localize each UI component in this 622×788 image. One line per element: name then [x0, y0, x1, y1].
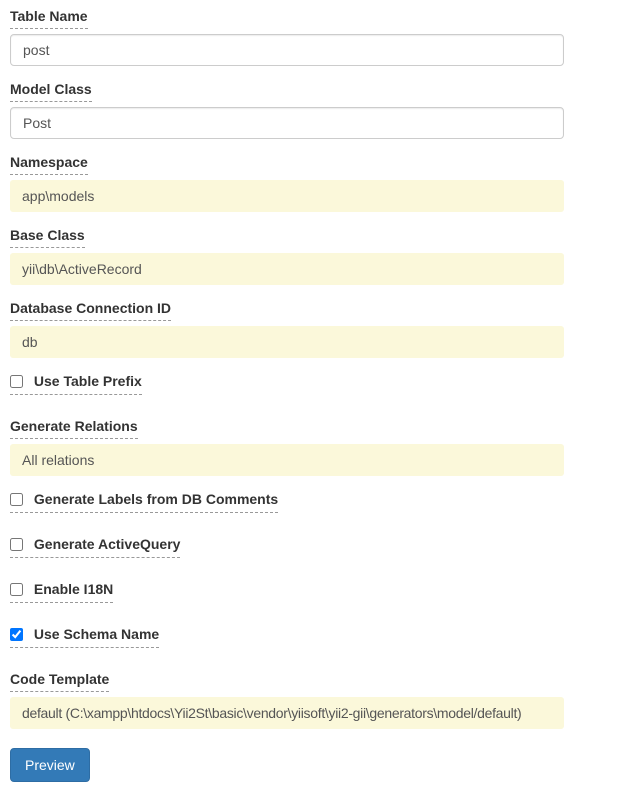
- form-group-use-table-prefix: [10, 373, 612, 395]
- generate-labels-label[interactable]: [10, 491, 278, 513]
- form-group-enable-i18n: [10, 581, 612, 603]
- namespace-sticky-field[interactable]: app\models: [10, 180, 564, 212]
- form-group-base-class: [10, 227, 612, 285]
- table-name-label[interactable]: Table Name: [10, 8, 88, 29]
- form-group-namespace: [10, 154, 612, 212]
- model-class-label[interactable]: Model Class: [10, 81, 92, 102]
- db-connection-id-sticky-field[interactable]: db: [10, 326, 564, 358]
- table-name-input[interactable]: [10, 34, 564, 66]
- form-group-use-schema-name: [10, 626, 612, 648]
- enable-i18n-label-text: Enable I18N: [33, 581, 114, 597]
- namespace-label[interactable]: Namespace: [10, 154, 88, 175]
- enable-i18n-label[interactable]: [10, 581, 113, 603]
- form-group-generate-relations: [10, 418, 612, 476]
- form-group-table-name: [10, 8, 612, 66]
- base-class-label[interactable]: Base Class: [10, 227, 85, 248]
- generate-active-query-checkbox[interactable]: [10, 538, 23, 551]
- generate-relations-label[interactable]: Generate Relations: [10, 418, 138, 439]
- form-group-model-class: [10, 81, 612, 139]
- form-group-generate-active-query: [10, 536, 612, 558]
- code-template-sticky-field[interactable]: default (C:\xampp\htdocs\Yii2St\basic\vendor\yiisoft\yii2-gii\generators\model/default): [10, 697, 564, 729]
- generate-labels-label-text: Generate Labels from DB Comments: [33, 491, 279, 507]
- model-class-input[interactable]: [10, 107, 564, 139]
- use-schema-name-label-text: Use Schema Name: [33, 626, 160, 642]
- generate-active-query-label[interactable]: [10, 536, 180, 558]
- use-schema-name-checkbox[interactable]: [10, 628, 23, 641]
- preview-button[interactable]: Preview: [10, 748, 90, 782]
- form-group-generate-labels: [10, 491, 612, 513]
- use-table-prefix-checkbox[interactable]: [10, 375, 23, 388]
- use-table-prefix-label[interactable]: [10, 373, 142, 395]
- use-table-prefix-label-text: Use Table Prefix: [33, 373, 142, 389]
- code-template-label[interactable]: Code Template: [10, 671, 109, 692]
- form-group-db-connection-id: [10, 300, 612, 358]
- use-schema-name-label[interactable]: [10, 626, 159, 648]
- form-group-code-template: [10, 671, 612, 729]
- generate-relations-sticky-select[interactable]: All relations: [10, 444, 564, 476]
- base-class-sticky-field[interactable]: yii\db\ActiveRecord: [10, 253, 564, 285]
- db-connection-id-label[interactable]: Database Connection ID: [10, 300, 171, 321]
- generate-active-query-label-text: Generate ActiveQuery: [33, 536, 181, 552]
- generate-labels-checkbox[interactable]: [10, 493, 23, 506]
- enable-i18n-checkbox[interactable]: [10, 583, 23, 596]
